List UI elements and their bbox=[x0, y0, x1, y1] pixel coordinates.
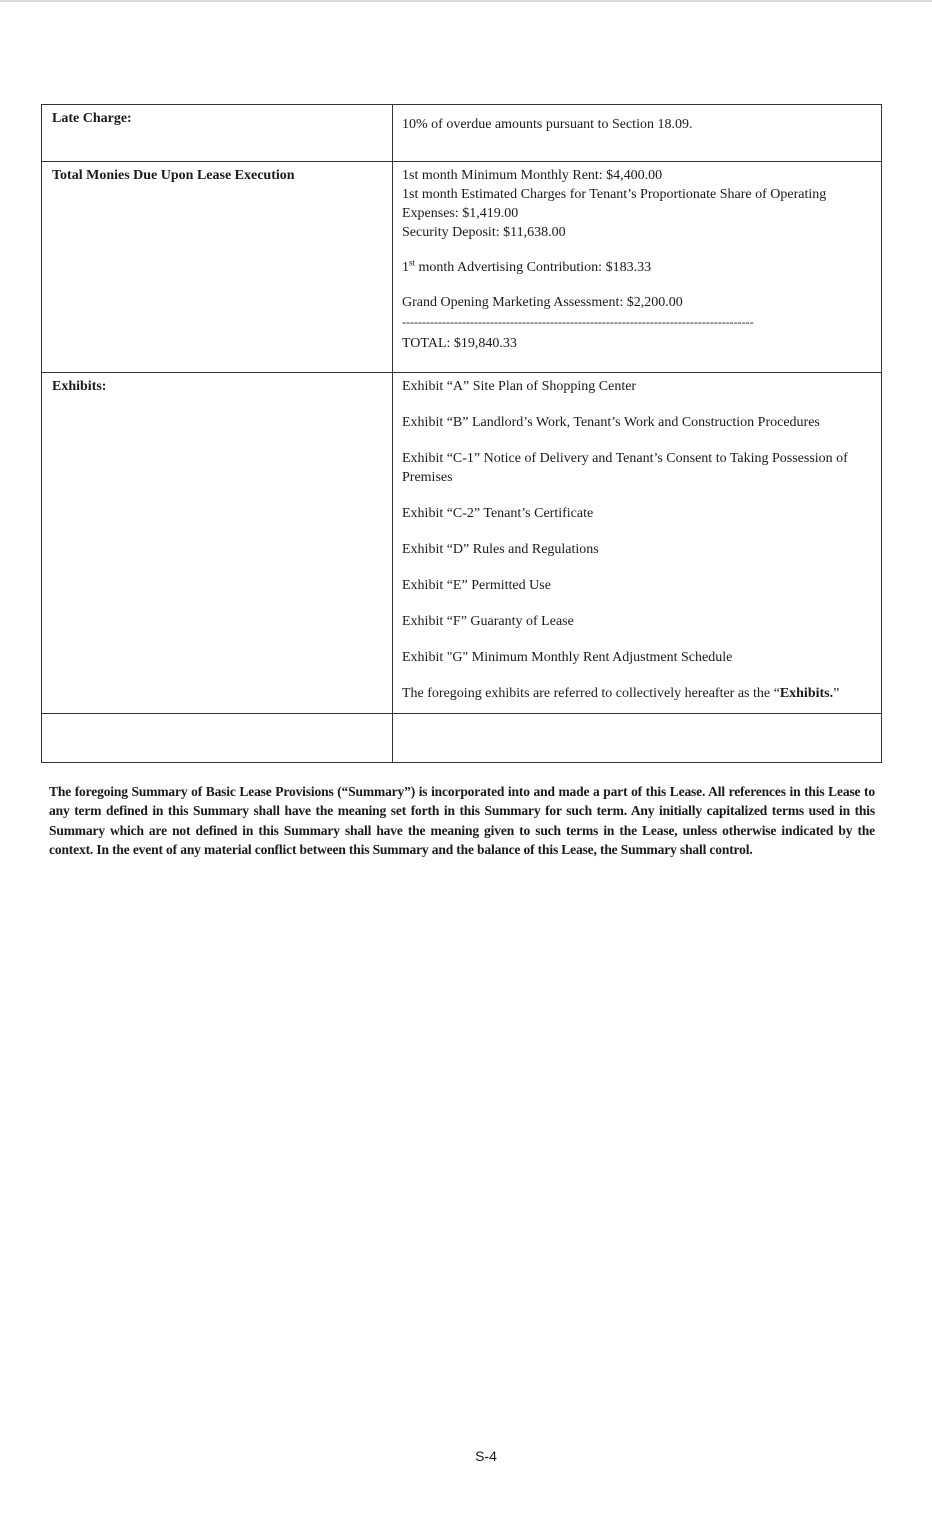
exhibit-item-g: Exhibit "G" Minimum Monthly Rent Adjustment Schedule bbox=[402, 650, 733, 665]
grand-opening-assessment: Grand Opening Marketing Assessment: $2,200.00 bbox=[402, 295, 683, 310]
exhibits-label: Exhibits: bbox=[42, 373, 393, 714]
empty-value-cell bbox=[393, 714, 882, 763]
advertising-superscript: st bbox=[409, 257, 416, 268]
empty-label-cell bbox=[42, 714, 393, 763]
dashed-separator: ---------------------------------------------------------------------------------------- bbox=[402, 316, 754, 328]
exhibit-item-b: Exhibit “B” Landlord’s Work, Tenant’s Work and Construction Procedures bbox=[402, 415, 820, 430]
summary-paragraph: The foregoing Summary of Basic Lease Provisions (“Summary”) is incorporated into and made a part of this Lease. All references in this Lease to any term defined in this Summary shall have the meaning set forth in this Summary for such term. Any initially capitalized terms used in this Summary which are not defined in this Summary shall have the meaning given to such terms in the Lease, unless otherwise indicated by the context. In the event of any material conflict between this Summary and the balance of this Lease, the Summary shall control. bbox=[49, 783, 875, 857]
exhibit-item-c1: Exhibit “C-1” Notice of Delivery and Tenant’s Consent to Taking Possession of Premises bbox=[402, 451, 848, 485]
table-row-monies-due bbox=[42, 162, 882, 373]
table-row-exhibits bbox=[42, 373, 882, 714]
advertising-contribution bbox=[402, 258, 871, 277]
page-number: S-4 bbox=[475, 1448, 497, 1464]
table-row-empty bbox=[42, 714, 882, 763]
exhibit-item-e: Exhibit “E” Permitted Use bbox=[402, 578, 551, 593]
exhibit-item-c2: Exhibit “C-2” Tenant’s Certificate bbox=[402, 506, 594, 521]
closing-suffix: ” bbox=[833, 686, 840, 701]
exhibit-item-d: Exhibit “D” Rules and Regulations bbox=[402, 542, 599, 557]
operating-expenses: 1st month Estimated Charges for Tenant’s Proportionate Share of Operating Expenses: $1,419.00 bbox=[402, 187, 827, 221]
monies-due-value bbox=[393, 162, 882, 373]
closing-defined-term: Exhibits. bbox=[779, 686, 834, 701]
advertising-rest: month Advertising Contribution: $183.33 bbox=[415, 260, 652, 275]
table-row-late-charge bbox=[42, 105, 882, 162]
closing-prefix: The foregoing exhibits are referred to collectively hereafter as the “ bbox=[402, 686, 780, 701]
exhibit-item-a: Exhibit “A” Site Plan of Shopping Center bbox=[402, 379, 637, 394]
late-charge-value: 10% of overdue amounts pursuant to Section 18.09. bbox=[393, 105, 882, 162]
late-charge-label: Late Charge: bbox=[42, 105, 393, 162]
first-month-rent: 1st month Minimum Monthly Rent: $4,400.00 bbox=[402, 168, 663, 183]
exhibits-value bbox=[393, 373, 882, 714]
exhibit-item-f: Exhibit “F” Guaranty of Lease bbox=[402, 614, 574, 629]
scan-edge-line bbox=[0, 0, 932, 2]
security-deposit: Security Deposit: $11,638.00 bbox=[402, 225, 566, 240]
monies-due-label: Total Monies Due Upon Lease Execution bbox=[42, 162, 393, 373]
advertising-prefix: 1 bbox=[402, 260, 409, 275]
total-amount: TOTAL: $19,840.33 bbox=[402, 336, 517, 351]
lease-summary-table bbox=[41, 104, 882, 763]
exhibits-closing-note bbox=[402, 684, 871, 703]
